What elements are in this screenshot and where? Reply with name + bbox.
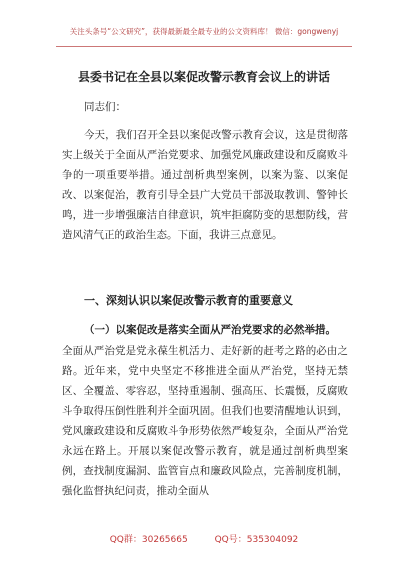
qq-number: QQ号：535304092 bbox=[214, 535, 299, 545]
footer-contacts bbox=[0, 532, 408, 545]
section-heading: 一、深刻认识以案促改警示教育的重要意义 bbox=[84, 294, 293, 307]
subsection-heading: （一）以案促改是落实全面从严治党要求的必然举措。 bbox=[84, 324, 336, 336]
header-banner: 关注头条号“公文研究”，获得最新最全最专业的公文资料库！ 微信：gongwenyj bbox=[69, 27, 339, 36]
body-paragraph: 全面从严治党是党永葆生机活力、走好新的赶考之路的必由之路。近年来，党中央坚定不移推进全面从严治党，坚持无禁区、全覆盖、零容忍，坚持重遏制、强高压、长震慑，反腐败斗争取得压倒性胜利并全面巩固。但我们也要清醒地认识到，党风廉政建设和反腐败斗争形势依然严峻复杂，全面从严治党永远在路上。开展以案促改警示教育，就是通过剖析典型案例，查找制度漏洞、监管盲点和廉政风险点，完善制度机制，强化监督执纪问责，推动全面从 bbox=[62, 345, 348, 497]
header-divider bbox=[56, 46, 352, 47]
intro-paragraph: 今天，我们召开全县以案促改警示教育会议，这是贯彻落实上级关于全面从严治党要求、加强党风廉政建设和反腐败斗争的一项重要举措。通过剖析典型案例，以案为鉴、以案促改、以案促治，教育引导全县广大党员干部汲取教训、警钟长鸣，进一步增强廉洁自律意识，筑牢拒腐防变的思想防线，营造风清气正的政治生态。下面，我讲三点意见。 bbox=[62, 129, 348, 241]
greeting: 同志们： bbox=[84, 101, 126, 113]
qq-group-number: QQ群：30265665 bbox=[109, 535, 188, 545]
document-title: 县委书记在全县以案促改警示教育会议上的讲话 bbox=[77, 70, 330, 84]
